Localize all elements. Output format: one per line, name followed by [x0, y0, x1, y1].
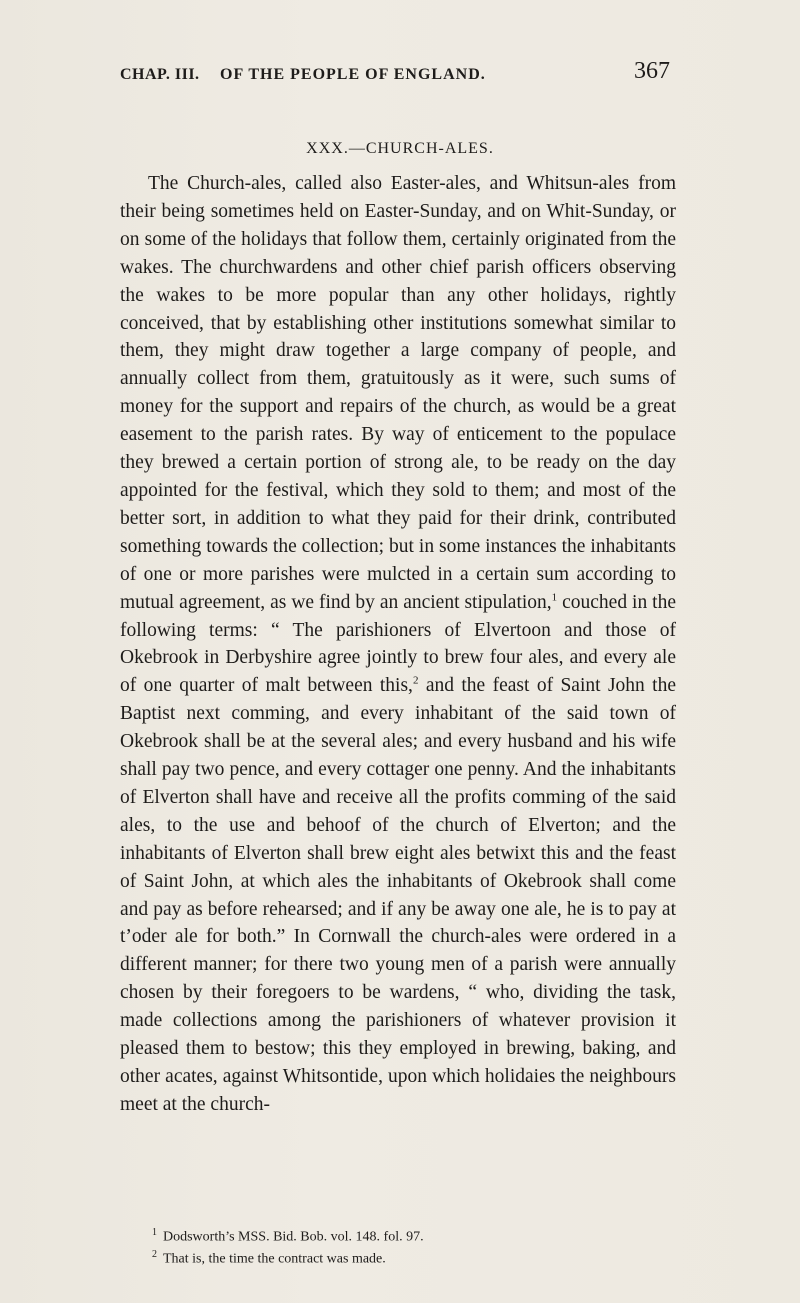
- section-title: XXX.—CHURCH-ALES.: [306, 140, 494, 157]
- footnote-2: [152, 1246, 672, 1268]
- footnote-ref-2: 2: [412, 674, 419, 687]
- chapter-label: CHAP. III.: [120, 66, 200, 83]
- footnote-1-text: Dodsworth’s MSS. Bid. Bob. vol. 148. fol. 97.: [163, 1229, 424, 1245]
- footnote-1-mark: 1: [152, 1227, 157, 1238]
- footnote-ref-1: 1: [551, 591, 558, 604]
- page-number: 367: [634, 58, 670, 84]
- body-text-part-b: couched in the following terms: “ The parishioners of Elvertoon and those of Okebrook in Derbyshire agree jointly to brew four ales, and every ale of one quarter of malt betwеen this,: [120, 591, 676, 697]
- body-paragraph: [120, 170, 676, 1119]
- body-text-part-a: The Church-ales, called also Easter-ales, and Whitsun-ales from their being sometimes held on Easter-Sunday, and on Whit-Sunday, or on some of the holidays that follow them, certainly originated from the wakes. The churchwardens and other chief parish officers observing the wakes to be more popular than any other holidays, rightly conceived, that by establishing other institutions somewhat similar to them, they might draw together a large company of people, and annually collect from them, gratuitously as it were, such sums of money for the support and repairs of the church, as would be a great easement to the parish rates. By way of enticement to the populace they brewed a certain portion of strong ale, to be ready on the day appointed for the festival, which they sold to them; and most of the better sort, in addition to what they paid for their drink, contributed something towards the collection; but in some instances the inhabitants of one or more parishes were mulcted in a certain sum according to mutual agreement, as we find by an ancient stipulation,: [120, 173, 676, 613]
- body-text-part-c: and the feast of Saint John the Baptist next comming, and every inhabitant of the said town of Okebrook shall be at the several ales; and every husband and his wife shall pay two pence, and every cottager one penny. And the inhabitants of Elverton shall have and receive all the profits comming of the said ales, to the use and behoof of the church of Elverton; and the inhabitants of Elverton shall brew eight ales betwixt this and the feast of Saint John, at which ales the inhabitants of Okebrook shall come and pay as before rehearsed; and if any be away one ale, he is to pay at t’oder ale for both.” In Cornwall the church-ales were ordered in a different manner; for there two young men of a parish were annually chosen by their foregoers to be wardens, “ who, dividing the task, made collections among the parishioners of whatever provision it pleased them to bestow; this they employed in brewing, baking, and other acates, against Whitsontide, upon which holidaies the neighbours meet at the church-: [120, 675, 677, 1115]
- footnote-2-text: That is, the time the contract was made.: [163, 1251, 386, 1267]
- footnote-1: [152, 1224, 672, 1246]
- footnote-2-mark: 2: [152, 1248, 157, 1260]
- running-title: OF THE PEOPLE OF ENGLAND.: [220, 66, 486, 83]
- footnotes: [152, 1224, 672, 1267]
- running-head: [120, 58, 670, 90]
